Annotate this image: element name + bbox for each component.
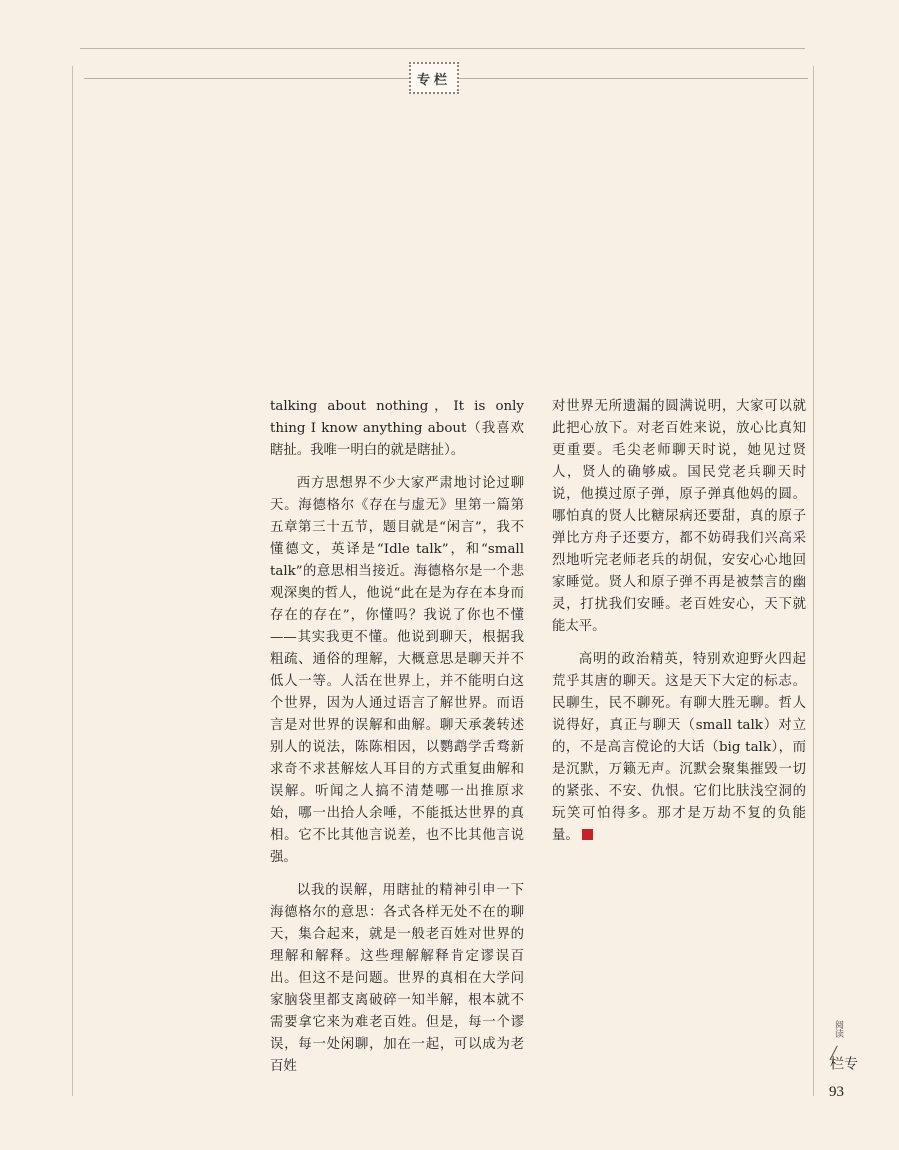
- section-tag: [409, 62, 459, 94]
- paragraph: 对世界无所遗漏的圆满说明，大家可以就此把心放下。对老百姓来说，放心比真知更重要。毛尖老师聊天时说，她见过贤人，贤人的确够威。国民党老兵聊天时说，他摸过原子弹，原子弹真他妈的圆。哪怕真的贤人比糖尿病还要甜，真的原子弹比方舟子还要方，都不妨碍我们兴高采烈地听完老师老兵的胡侃，安安心心地回家睡觉。贤人和原子弹不再是被禁言的幽灵，打扰我们安睡。老百姓安心，天下就能太平。: [552, 399, 806, 634]
- paragraph: talking about nothing，It is only thing I know anything about（我喜欢瞎扯。我唯一明白的就是瞎扯）。: [270, 399, 524, 458]
- running-section-label: [827, 1020, 858, 1082]
- section-tag-label: 专栏: [416, 72, 451, 88]
- paragraph-final: [552, 649, 806, 847]
- article-column-right: [552, 396, 806, 858]
- magazine-name: 阅读: [833, 1020, 843, 1038]
- end-of-article-square-icon: [582, 829, 593, 840]
- paragraph: 西方思想界不少大家严肃地讨论过聊天。海德格尔《存在与虚无》里第一篇第五章第三十五节，题目就是“闲言”，我不懂德文，英译是“Idle talk”，和“small talk”的意思相当接近。海德格尔是一个悲观深奥的哲人，他说“此在是为存在本身而存在的存在”，你懂吗？我说了你也不懂——其实我更不懂。他说到聊天，根据我粗疏、通俗的理解，大概意思是聊天并不低人一等。人活在世界上，并不能明白这个世界，因为人通过语言了解世界。而语言是对世界的误解和曲解。聊天承袭转述别人的说法，陈陈相因，以鹦鹉学舌骛新求奇不求甚解炫人耳目的方式重复曲解和误解。听闻之人搞不清楚哪一出推原求始，哪一出拾人余唾，不能抵达世界的真相。它不比其他言说差，也不比其他言说强。: [270, 476, 524, 865]
- paragraph: 以我的误解，用瞎扯的精神引申一下海德格尔的意思：各式各样无处不在的聊天，集合起来，就是一般老百姓对世界的理解和解释。这些理解解释肯定谬误百出。但这不是问题。世界的真相在大学问家脑袋里都支离破碎一知半解，根本就不需要拿它来为难老百姓。但是，每一个谬误，每一处闲聊，加在一起，可以成为老百姓: [270, 883, 524, 1074]
- section-name: 专栏: [828, 1056, 858, 1070]
- left-margin-line: [72, 66, 73, 1096]
- paragraph-final-text: 高明的政治精英，特别欢迎野火四起荒乎其唐的聊天。这是天下大定的标志。民聊生，民不聊死。有聊大胜无聊。哲人说得好，真正与聊天（small talk）对立的，不是高言傥论的大话（big talk），而是沉默，万籁无声。沉默会聚集摧毁一切的紧张、不安、仇恨。它们比肤浅空洞的玩笑可怕得多。那才是万劫不复的负能量。: [552, 652, 806, 843]
- article-column-left: [270, 396, 524, 1089]
- right-margin-line: [813, 66, 814, 1096]
- slash-divider-icon: ╱: [830, 1046, 838, 1060]
- top-rule: [80, 48, 805, 49]
- page-number: 93: [829, 1084, 844, 1100]
